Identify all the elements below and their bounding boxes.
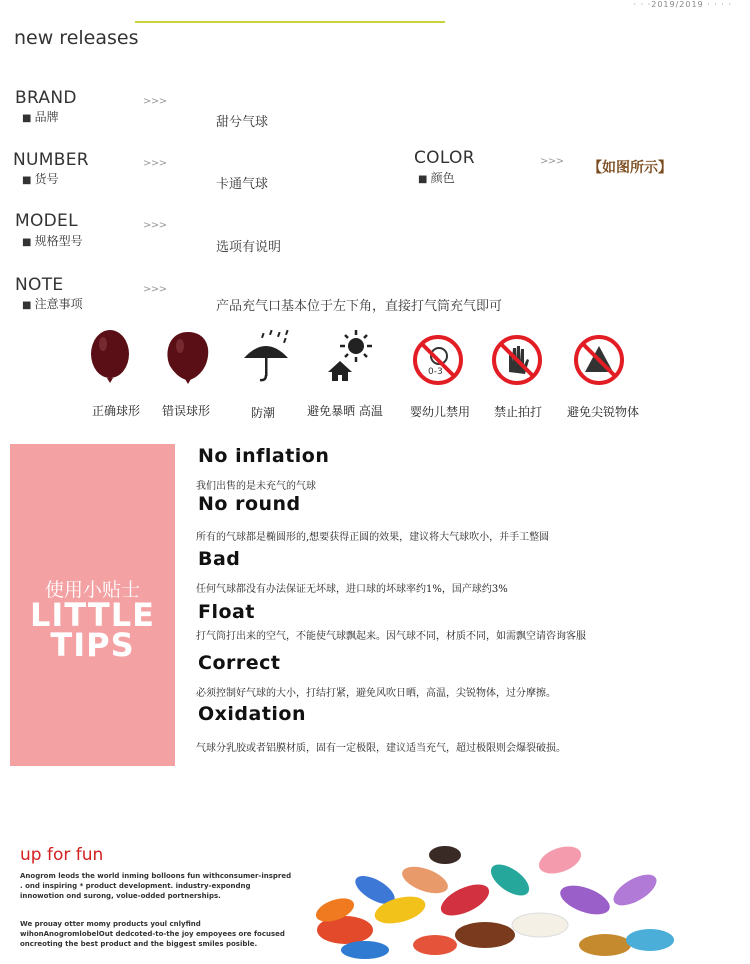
fun-title: up for fun [20, 845, 104, 865]
balloon-animals-image [305, 830, 700, 960]
warning-label-sun: 避免暴晒 高温 [307, 404, 383, 418]
number-arrows: >>> [143, 158, 167, 169]
color-sub: ■ 颜色 [418, 169, 455, 186]
fun-paragraph-1: Anogrom leods the world inming bolloons fun withconsumer-inspred . ond inspiring * product development. industry-expondng innowotion ond surong, volue-odded portnerships. [20, 872, 292, 900]
color-value: 【如图所示】 [588, 160, 672, 176]
tip-body-correct: 必须控制好气球的大小，打结打紧，避免风吹日晒，高温，尖锐物体，过分摩擦。 [196, 688, 556, 699]
warning-label-hitting: 禁止拍打 [493, 405, 542, 419]
tip-head-float: Float [198, 601, 255, 623]
brand-key: BRAND [15, 88, 77, 108]
brand-value: 甜兮气球 [216, 115, 269, 130]
tip-head-bad: Bad [198, 548, 241, 570]
tip-body-inflation: 我们出售的是未充气的气球 [196, 481, 316, 492]
model-value: 选项有说明 [216, 240, 282, 255]
tips-panel-en-1: LITTLE [30, 596, 155, 634]
warning-label-moisture: 防潮 [250, 406, 275, 420]
warning-label-correct: 正确球形 [91, 404, 140, 418]
model-sub: ■ 规格型号 [22, 232, 83, 249]
tips-panel-en [10, 596, 175, 664]
number-value: 卡通气球 [216, 177, 269, 192]
umbrella-rain-icon [240, 328, 296, 384]
note-arrows: >>> [143, 284, 167, 295]
warning-label-infant: 婴幼儿禁用 [409, 405, 470, 419]
tip-head-oxidation: Oxidation [198, 703, 307, 725]
wrong-balloon-icon [160, 328, 216, 384]
svg-text:0-3: 0-3 [428, 367, 443, 377]
sun-house-icon [324, 328, 380, 384]
brand-arrows: >>> [143, 96, 167, 107]
warning-label-sharp: 避免尖锐物体 [566, 405, 639, 419]
fun-paragraph-2: We prouay otter momy products youl cnlyfind wihonAnogromlobelOut dedcoted-to-the joy empoyees ore focused oncreoting the best product and the biggest smiles posible. [20, 920, 285, 948]
note-sub: ■ 注意事项 [22, 295, 83, 312]
note-value: 产品充气口基本位于左下角，直接打气筒充气即可 [216, 299, 503, 314]
number-key: NUMBER [13, 150, 89, 170]
note-key: NOTE [15, 275, 64, 295]
header-divider [135, 21, 445, 23]
warning-label-wrong: 错误球形 [161, 404, 210, 418]
model-key: MODEL [15, 211, 78, 231]
no-hitting-icon [489, 332, 545, 388]
page-title: new releases [14, 27, 139, 49]
tip-body-oxidation: 气球分乳胶或者铝膜材质，固有一定极限，建议适当充气，超过极限则会爆裂破损。 [196, 743, 566, 754]
tip-head-inflation: No inflation [198, 445, 330, 467]
tip-body-float: 打气筒打出来的空气，不能使气球飘起来。因气球不同，材质不同，如需飘空请咨询客服 [196, 631, 586, 642]
brand-sub: ■ 品牌 [22, 108, 59, 125]
tip-head-round: No round [198, 493, 301, 515]
no-sharp-icon [571, 332, 627, 388]
correct-balloon-icon [82, 328, 138, 384]
color-key: COLOR [414, 148, 475, 168]
tip-head-correct: Correct [198, 652, 281, 674]
number-sub: ■ 货号 [22, 170, 59, 187]
tip-body-bad: 任何气球都没有办法保证无坏球，进口球的坏球率约1%，国产球约3% [196, 584, 508, 595]
no-infant-icon [410, 332, 466, 388]
model-arrows: >>> [143, 220, 167, 231]
tips-panel-en-2: TIPS [50, 626, 135, 664]
tips-panel-cn: 使用小贴士 [44, 579, 140, 601]
corner-text: · · ·2019/2019 · · · · [633, 0, 732, 9]
color-arrows: >>> [540, 156, 564, 167]
tip-body-round: 所有的气球都是椭圆形的,想要获得正圆的效果，建议将大气球吹小，并手工整圆 [196, 532, 550, 543]
